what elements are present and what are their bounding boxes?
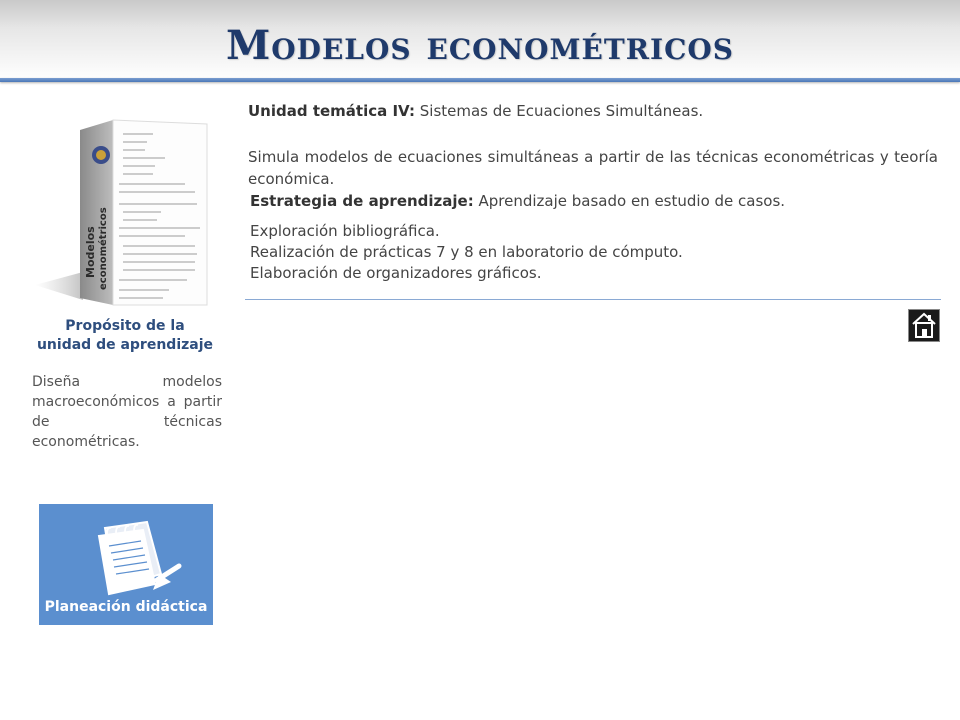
activity-item: Elaboración de organizadores gráficos.: [250, 264, 542, 282]
activity-item: Realización de prácticas 7 y 8 en laboratorio de cómputo.: [250, 243, 683, 261]
book-cover-image: [35, 110, 225, 315]
planeacion-didactica-button[interactable]: [39, 504, 213, 625]
activities-list: [250, 221, 683, 284]
unidad-description: Simula modelos de ecuaciones simultáneas a partir de las técnicas econométricas y teoría económica.: [248, 148, 938, 188]
purpose-title: [20, 317, 230, 355]
purpose-text: Diseña modelos macroeconómicos a partir de técnicas econométricas.: [32, 374, 222, 450]
purpose-title-line: unidad de aprendizaje: [36, 337, 214, 353]
page-title: Modelos econométricos: [226, 22, 734, 69]
home-button[interactable]: [908, 309, 940, 342]
planeacion-label: Planeación didáctica: [44, 599, 208, 615]
unidad-label: Unidad temática IV:: [248, 102, 415, 120]
estrategia-aprendizaje: [250, 192, 785, 210]
purpose-title-line: Propósito de la: [65, 318, 185, 334]
estrategia-value: Aprendizaje basado en estudio de casos.: [473, 192, 786, 210]
unidad-value: Sistemas de Ecuaciones Simultáneas.: [414, 102, 704, 120]
svg-text:econométricos: econométricos: [98, 207, 109, 290]
home-icon: [909, 310, 939, 341]
header-divider: [0, 78, 960, 82]
activity-item: Exploración bibliográfica.: [250, 222, 440, 240]
estrategia-label: Estrategia de aprendizaje:: [250, 192, 474, 210]
content-divider: [245, 299, 941, 300]
unidad-tematica: [248, 102, 703, 120]
svg-text:Modelos: Modelos: [84, 226, 97, 278]
